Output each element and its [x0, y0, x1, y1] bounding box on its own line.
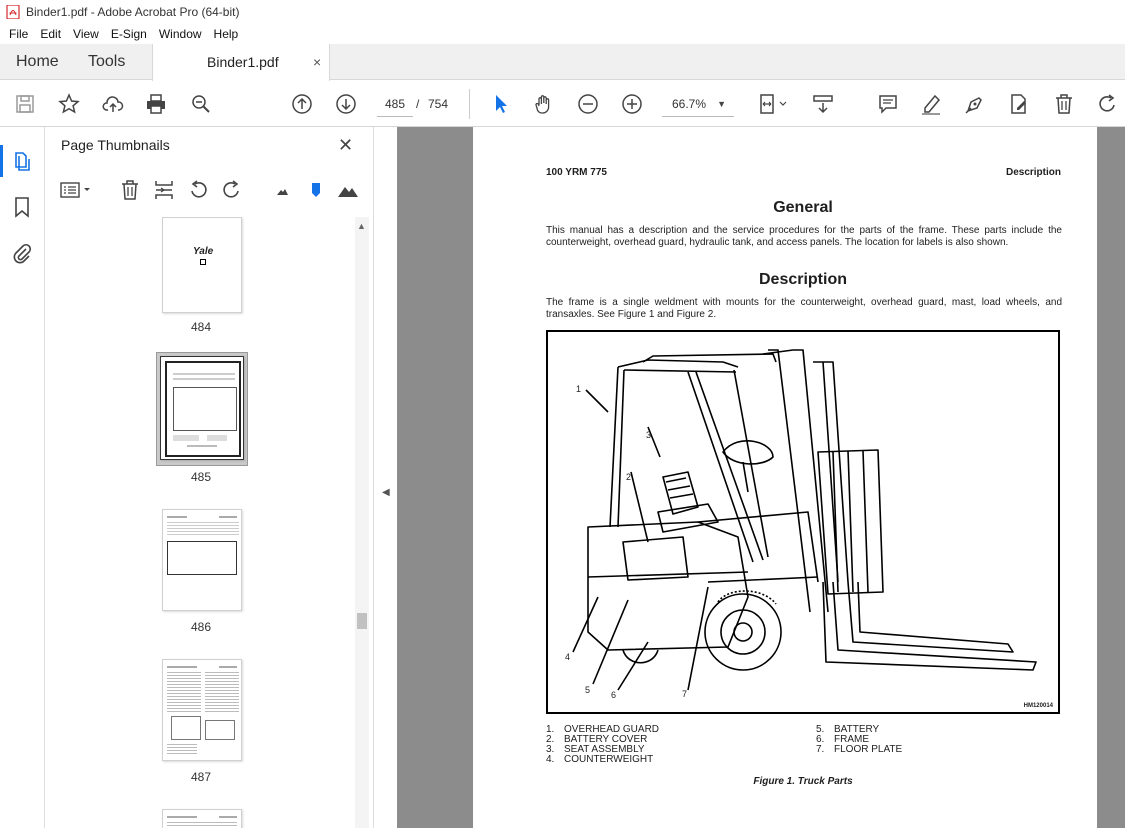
mountain-small-icon [271, 179, 293, 201]
title-bar [0, 0, 1125, 24]
zoom-in-button[interactable] [619, 91, 645, 117]
zoom-level-value: 66.7% [672, 97, 707, 111]
zoom-level-select[interactable] [662, 91, 734, 117]
legend-right [816, 725, 902, 755]
tab-home[interactable]: Home [16, 53, 59, 70]
paperclip-icon [11, 242, 33, 264]
insert-pages-button[interactable] [152, 178, 176, 202]
menu-esign[interactable]: E-Sign [110, 27, 147, 41]
menu-window[interactable]: Window [158, 27, 202, 41]
save-icon [14, 93, 36, 115]
section-heading-description: Description [758, 271, 847, 288]
menu-edit[interactable]: Edit [40, 27, 62, 41]
draw-button[interactable] [962, 91, 988, 117]
legend-number: 1. [546, 724, 555, 735]
bookmark-icon [11, 196, 33, 218]
tab-bar [0, 44, 1125, 80]
save-button[interactable] [12, 91, 38, 117]
callout-1: 1 [576, 384, 582, 394]
thumbnail-page-485[interactable] [160, 356, 244, 460]
thumbnail-page-486[interactable] [162, 509, 242, 611]
page-fit-icon [758, 93, 788, 115]
thumbnail-size-slider[interactable] [304, 178, 328, 202]
plus-circle-icon [621, 93, 643, 115]
print-button[interactable] [143, 91, 169, 117]
search-zoom-icon [190, 93, 212, 115]
highlighter-icon [920, 93, 942, 115]
panel-title: Page Thumbnails [61, 137, 170, 153]
rotate-left-icon [187, 179, 209, 201]
figure-caption: Figure 1. Truck Parts [753, 776, 853, 787]
scroll-mode-button[interactable] [810, 91, 836, 117]
legend-label: SEAT ASSEMBLY [564, 744, 645, 755]
main-toolbar [0, 81, 1125, 127]
page-thumbnails-button[interactable] [10, 149, 34, 173]
section-heading-general: General [773, 199, 833, 216]
thumbnail-label: 487 [190, 770, 212, 784]
menu-help[interactable]: Help [213, 27, 239, 41]
rotate-clockwise-button[interactable] [220, 178, 244, 202]
arrow-down-circle-icon [335, 93, 357, 115]
legend-label: OVERHEAD GUARD [564, 724, 660, 735]
trash-icon [119, 179, 141, 201]
zoom-out-button[interactable] [575, 91, 601, 117]
bookmark-star-button[interactable] [56, 91, 82, 117]
forklift-illustration [548, 332, 1058, 712]
collapse-panel-icon[interactable]: ◀ [382, 487, 390, 498]
navigation-rail [0, 127, 45, 828]
legend-number: 5. [816, 724, 825, 735]
page-total: 754 [428, 97, 449, 111]
page-header-right: Description [1005, 167, 1061, 178]
thumbnail-size-large-button[interactable] [336, 178, 360, 202]
thumbnail-options-button[interactable] [60, 178, 94, 202]
panel-splitter[interactable] [373, 127, 397, 828]
thumbnail-list [46, 217, 356, 828]
scroll-mode-icon [812, 93, 834, 115]
page-thumbnails-icon [11, 150, 33, 172]
tab-document[interactable] [152, 44, 330, 81]
panel-close-icon[interactable]: ✕ [338, 135, 354, 155]
thumbnails-panel [46, 127, 373, 828]
tab-document-label: Binder1.pdf [207, 54, 279, 70]
cloud-upload-icon [102, 93, 124, 115]
hand-tool-button[interactable] [531, 91, 557, 117]
callout-7: 7 [682, 689, 688, 699]
acrobat-app-icon [6, 5, 20, 19]
trash-icon [1053, 93, 1075, 115]
previous-page-button[interactable] [289, 91, 315, 117]
pdf-page [473, 127, 1097, 828]
window-title: Binder1.pdf - Adobe Acrobat Pro (64-bit) [26, 5, 240, 19]
minus-circle-icon [577, 93, 599, 115]
yale-logo: Yale [193, 246, 214, 257]
callout-4: 4 [565, 652, 571, 662]
menu-bar [0, 24, 1125, 44]
scrollbar-thumb[interactable] [357, 613, 367, 629]
thumbnail-toolbar [54, 176, 364, 204]
legend-label: BATTERY COVER [564, 734, 648, 745]
page-separator: / [416, 97, 420, 111]
slider-handle-icon [305, 179, 327, 201]
printer-icon [145, 93, 167, 115]
comment-icon [877, 93, 899, 115]
hand-icon [533, 93, 555, 115]
legend-label: FLOOR PLATE [834, 744, 903, 755]
thumbnail-page-487[interactable] [162, 659, 242, 761]
callout-2: 2 [626, 472, 632, 482]
callout-3: 3 [646, 430, 652, 440]
toolbar-divider [469, 89, 470, 119]
select-tool-button[interactable] [488, 91, 514, 117]
document-view[interactable] [397, 127, 1125, 828]
legend-number: 7. [816, 744, 825, 755]
callout-6: 6 [611, 690, 617, 700]
thumbnail-scrollbar[interactable] [355, 217, 369, 828]
thumbnail-label: 486 [190, 620, 212, 634]
delete-pages-button[interactable] [118, 178, 142, 202]
page-number-input[interactable]: 485 [377, 91, 413, 117]
menu-file[interactable]: File [9, 27, 29, 41]
rotate-right-icon [221, 179, 243, 201]
thumbnail-label: 485 [190, 470, 212, 484]
bookmarks-button[interactable] [10, 195, 34, 219]
arrow-up-circle-icon [291, 93, 313, 115]
figure-id: HM120014 [1023, 703, 1053, 709]
upload-cloud-button[interactable] [100, 91, 126, 117]
general-paragraph: This manual has a description and the service procedures for the parts of the frame. These parts include the counterweight, overhead guard, hydraulic tank, and access panels. The location for labels is also shown. [546, 225, 1062, 248]
thumbnail-page-next[interactable] [162, 809, 242, 828]
scroll-up-icon[interactable]: ▲ [357, 221, 366, 231]
rotate-button[interactable] [1095, 91, 1121, 117]
cursor-arrow-icon [490, 93, 512, 115]
attachments-button[interactable] [10, 241, 34, 265]
edit-pdf-button[interactable] [1006, 91, 1032, 117]
page-header-left: 100 YRM 775 [546, 167, 607, 178]
mountain-large-icon [337, 179, 359, 201]
rotate-counterclockwise-button[interactable] [186, 178, 210, 202]
find-button[interactable] [188, 91, 214, 117]
thumbnail-page-484[interactable] [162, 217, 242, 313]
delete-button[interactable] [1051, 91, 1077, 117]
highlight-button[interactable] [918, 91, 944, 117]
options-menu-icon [60, 179, 94, 201]
description-paragraph: The frame is a single weldment with mounts for the counterweight, overhead guard, mast, load wheels, and transaxles. See Figure 1 and Figure 2. [546, 297, 1062, 320]
logo-mark [200, 259, 206, 265]
tab-close-icon[interactable]: × [313, 54, 322, 70]
thumbnail-label: 484 [190, 320, 212, 334]
comment-button[interactable] [875, 91, 901, 117]
callout-5: 5 [585, 685, 591, 695]
legend-label: COUNTERWEIGHT [564, 754, 654, 765]
legend-left [546, 725, 659, 765]
edit-pdf-icon [1008, 93, 1030, 115]
legend-number: 2. [546, 734, 555, 745]
thumbnail-size-small-button[interactable] [270, 178, 294, 202]
menu-view[interactable]: View [73, 27, 99, 41]
next-page-button[interactable] [333, 91, 359, 117]
legend-label: BATTERY [834, 724, 880, 735]
star-icon [58, 93, 80, 115]
figure-truck-parts [546, 330, 1060, 714]
insert-pages-icon [153, 179, 175, 201]
page-fit-button[interactable] [755, 91, 791, 117]
legend-number: 4. [546, 754, 555, 765]
rotate-icon [1097, 93, 1119, 115]
pen-nib-icon [964, 93, 986, 115]
chevron-down-icon: ▼ [717, 99, 726, 109]
tab-tools[interactable]: Tools [88, 53, 126, 70]
legend-number: 6. [816, 734, 825, 745]
legend-label: FRAME [834, 734, 869, 745]
legend-number: 3. [546, 744, 555, 755]
